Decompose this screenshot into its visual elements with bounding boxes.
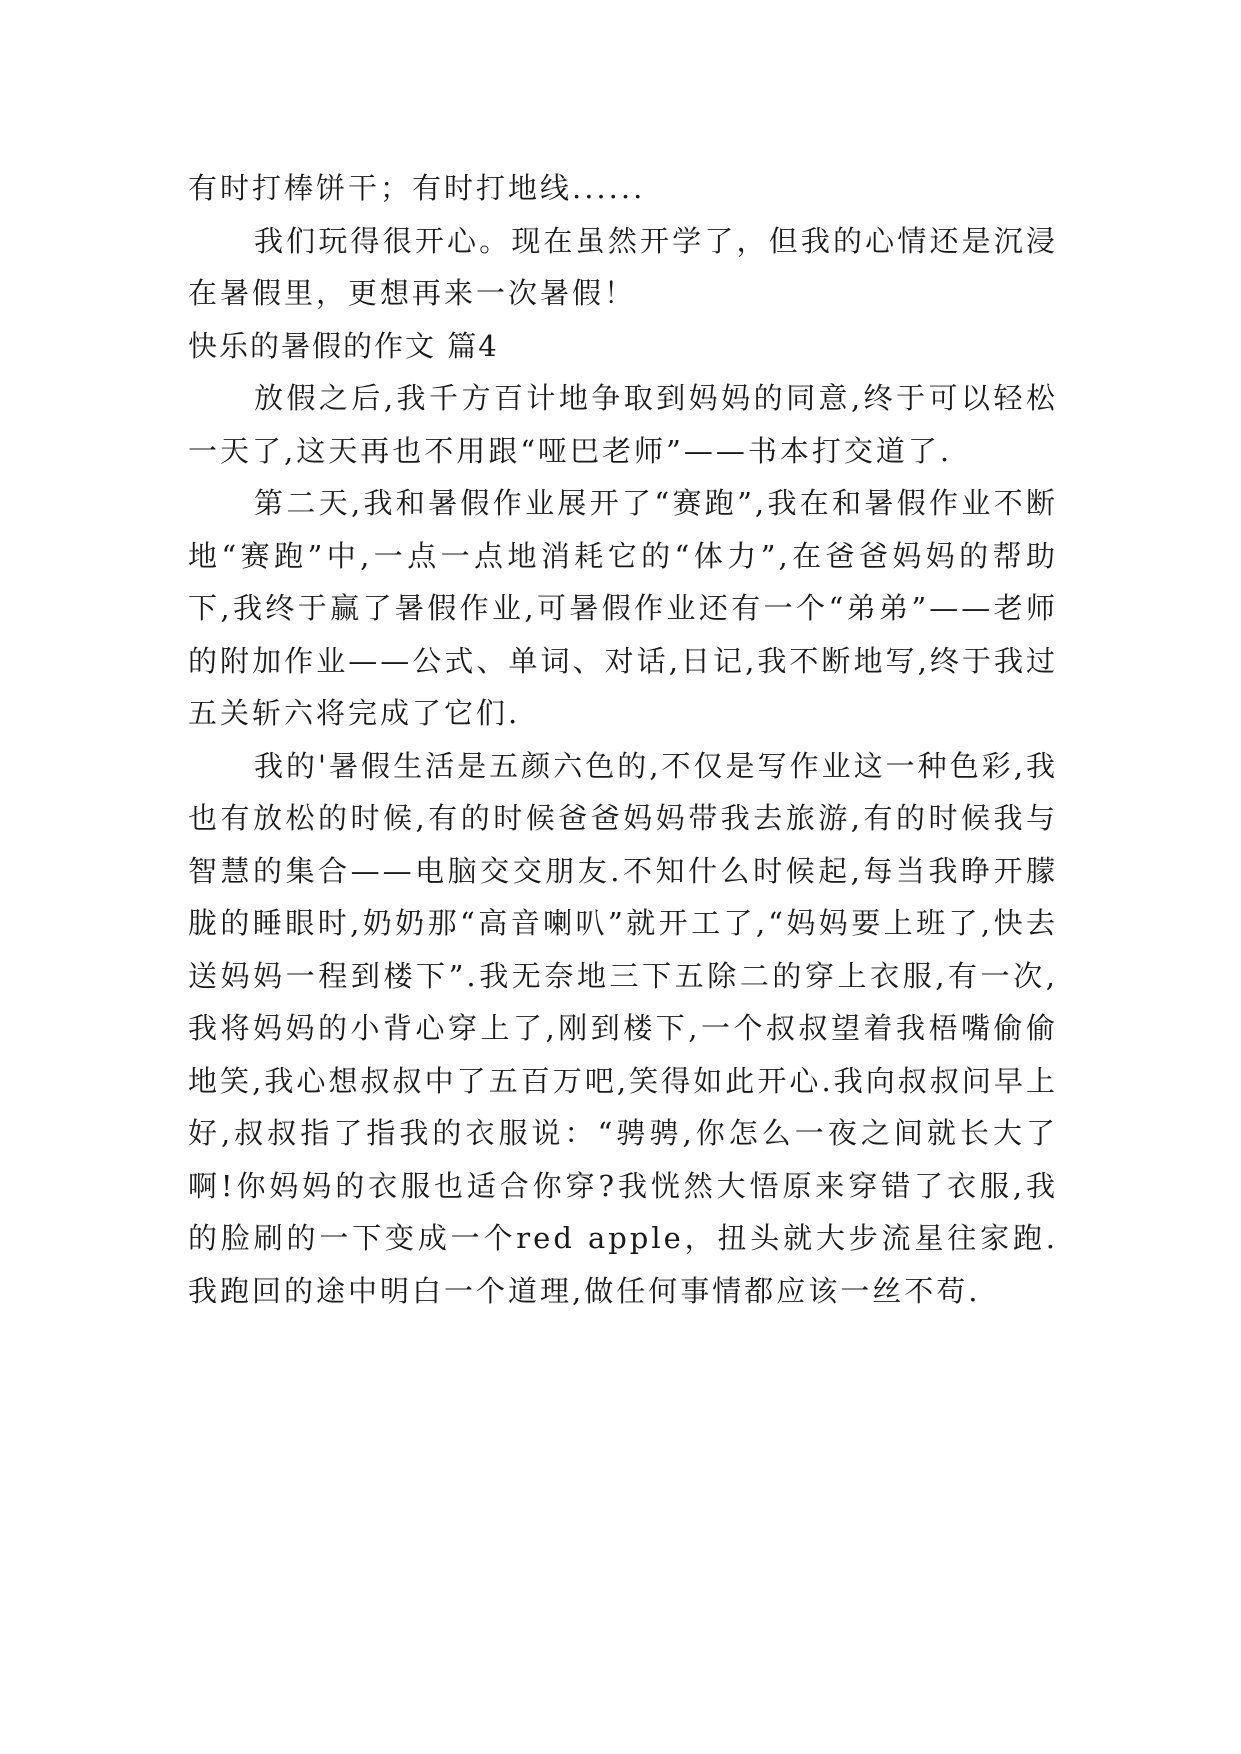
- essay-body: [188, 162, 1058, 1317]
- section-heading: 快乐的暑假的作文 篇4: [188, 328, 499, 363]
- paragraph: 第二天,我和暑假作业展开了“赛跑”,我在和暑假作业不断地“赛跑”中,一点一点地消耗它的“体力”,在爸爸妈妈的帮助下,我终于赢了暑假作业,可暑假作业还有一个“弟弟”——老师的附加作业——公式、单词、对话,日记,我不断地写,终于我过五关斩六将完成了它们.: [188, 486, 1058, 730]
- paragraph: 我的'暑假生活是五颜六色的,不仅是写作业这一种色彩,我也有放松的时候,有的时候爸爸妈妈带我去旅游,有的时候我与智慧的集合——电脑交交朋友.不知什么时候起,每当我睁开朦胧的睡眼时,奶奶那“高音喇叭”就开工了,“妈妈要上班了,快去送妈妈一程到楼下”.我无奈地三下五除二的穿上衣服,有一次,我将妈妈的小背心穿上了,刚到楼下,一个叔叔望着我梧嘴偷偷地笑,我心想叔叔中了五百万吧,笑得如此开心.我向叔叔问早上好,叔叔指了指我的衣服说：“骋骋,你怎么一夜之间就长大了啊!你妈妈的衣服也适合你穿?我恍然大悟原来穿错了衣服,我的脸刷的一下变成一个red apple，扭头就大步流星往家跑.我跑回的途中明白一个道理,做任何事情都应该一丝不苟.: [188, 748, 1058, 1308]
- paragraph: 我们玩得很开心。现在虽然开学了，但我的心情还是沉浸在暑假里，更想再来一次暑假！: [188, 223, 1058, 310]
- paragraph: 放假之后,我千方百计地争取到妈妈的同意,终于可以轻松一天了,这天再也不用跟“哑巴老师”——书本打交道了.: [188, 381, 1058, 468]
- paragraph-continuation: 有时打棒饼干；有时打地线......: [188, 171, 646, 205]
